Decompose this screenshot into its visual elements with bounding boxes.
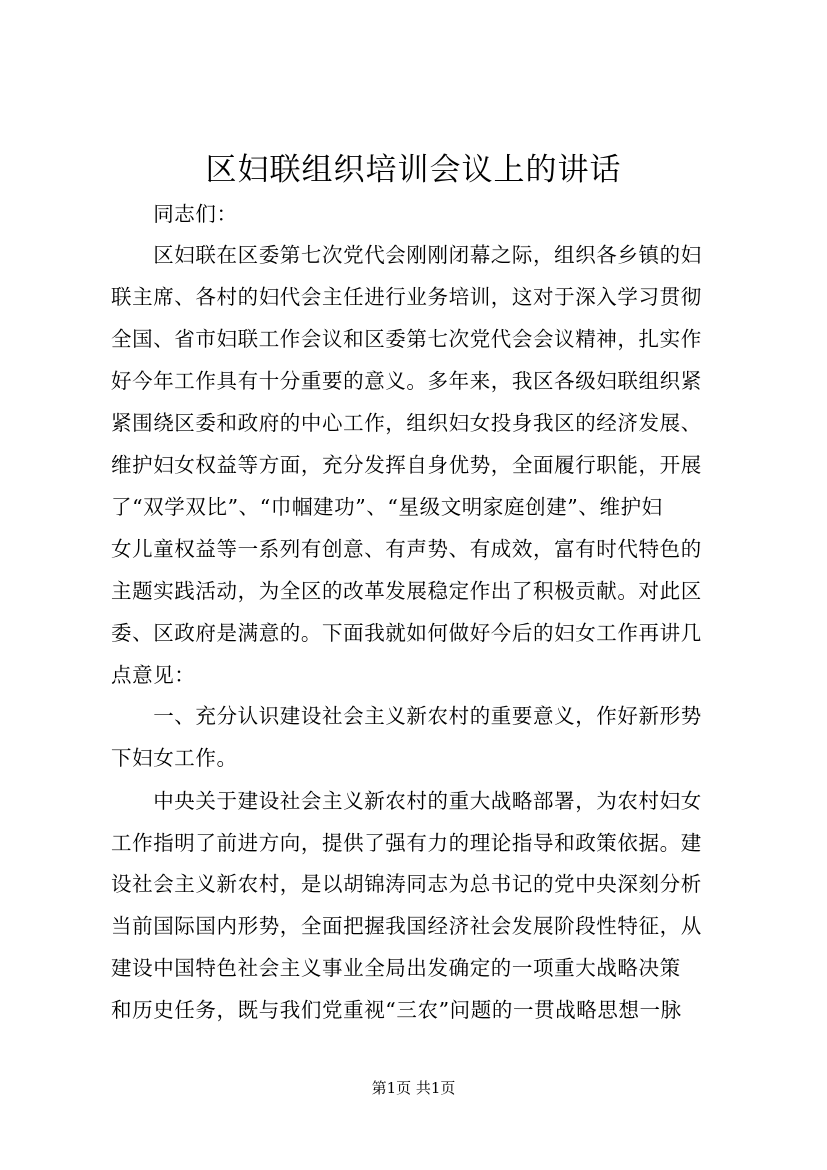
body-line: 委、区政府是满意的。下面我就如何做好今后的妇女工作再讲几 [111, 621, 702, 645]
body-line: 同志们： [111, 202, 238, 226]
body-line: 建设中国特色社会主义事业全局出发确定的一项重大战略决策 [111, 956, 681, 980]
body-line: 维护妇女权益等方面，充分发挥自身优势，全面履行职能，开展 [111, 453, 702, 477]
body-line: 女儿童权益等一系列有创意、有声势、有成效，富有时代特色的 [111, 537, 702, 561]
page-footer: 第1页 共1页 [371, 1079, 456, 1097]
body-line: 了“双学双比”、“巾帼建功”、“星级文明家庭创建”、维护妇 [111, 495, 663, 519]
body-line: 下妇女工作。 [111, 746, 238, 770]
body-line: 和历史任务，既与我们党重视“三农”问题的一贯战略思想一脉 [111, 998, 682, 1022]
body-line: 当前国际国内形势，全面把握我国经济社会发展阶段性特征，从 [111, 914, 702, 938]
body-line: 全国、省市妇联工作会议和区委第七次党代会会议精神，扎实作 [111, 327, 702, 351]
body-line: 联主席、各村的妇代会主任进行业务培训，这对于深入学习贯彻 [111, 285, 702, 309]
body-line: 中央关于建设社会主义新农村的重大战略部署，为农村妇女 [111, 789, 702, 813]
body-line: 工作指明了前进方向，提供了强有力的理论指导和政策依据。建 [111, 831, 702, 855]
body-line: 区妇联在区委第七次党代会刚刚闭幕之际，组织各乡镇的妇 [111, 243, 702, 267]
body-line: 主题实践活动，为全区的改革发展稳定作出了积极贡献。对此区 [111, 579, 702, 603]
body-line: 设社会主义新农村，是以胡锦涛同志为总书记的党中央深刻分析 [111, 872, 702, 896]
body-line: 紧围绕区委和政府的中心工作，组织妇女投身我区的经济发展、 [111, 411, 702, 435]
body-line: 好今年工作具有十分重要的意义。多年来，我区各级妇联组织紧 [111, 369, 702, 393]
body-line: 点意见： [111, 663, 196, 687]
document-title: 区妇联组织培训会议上的讲话 [205, 152, 622, 188]
body-line: 一、充分认识建设社会主义新农村的重要意义，作好新形势 [111, 704, 702, 728]
